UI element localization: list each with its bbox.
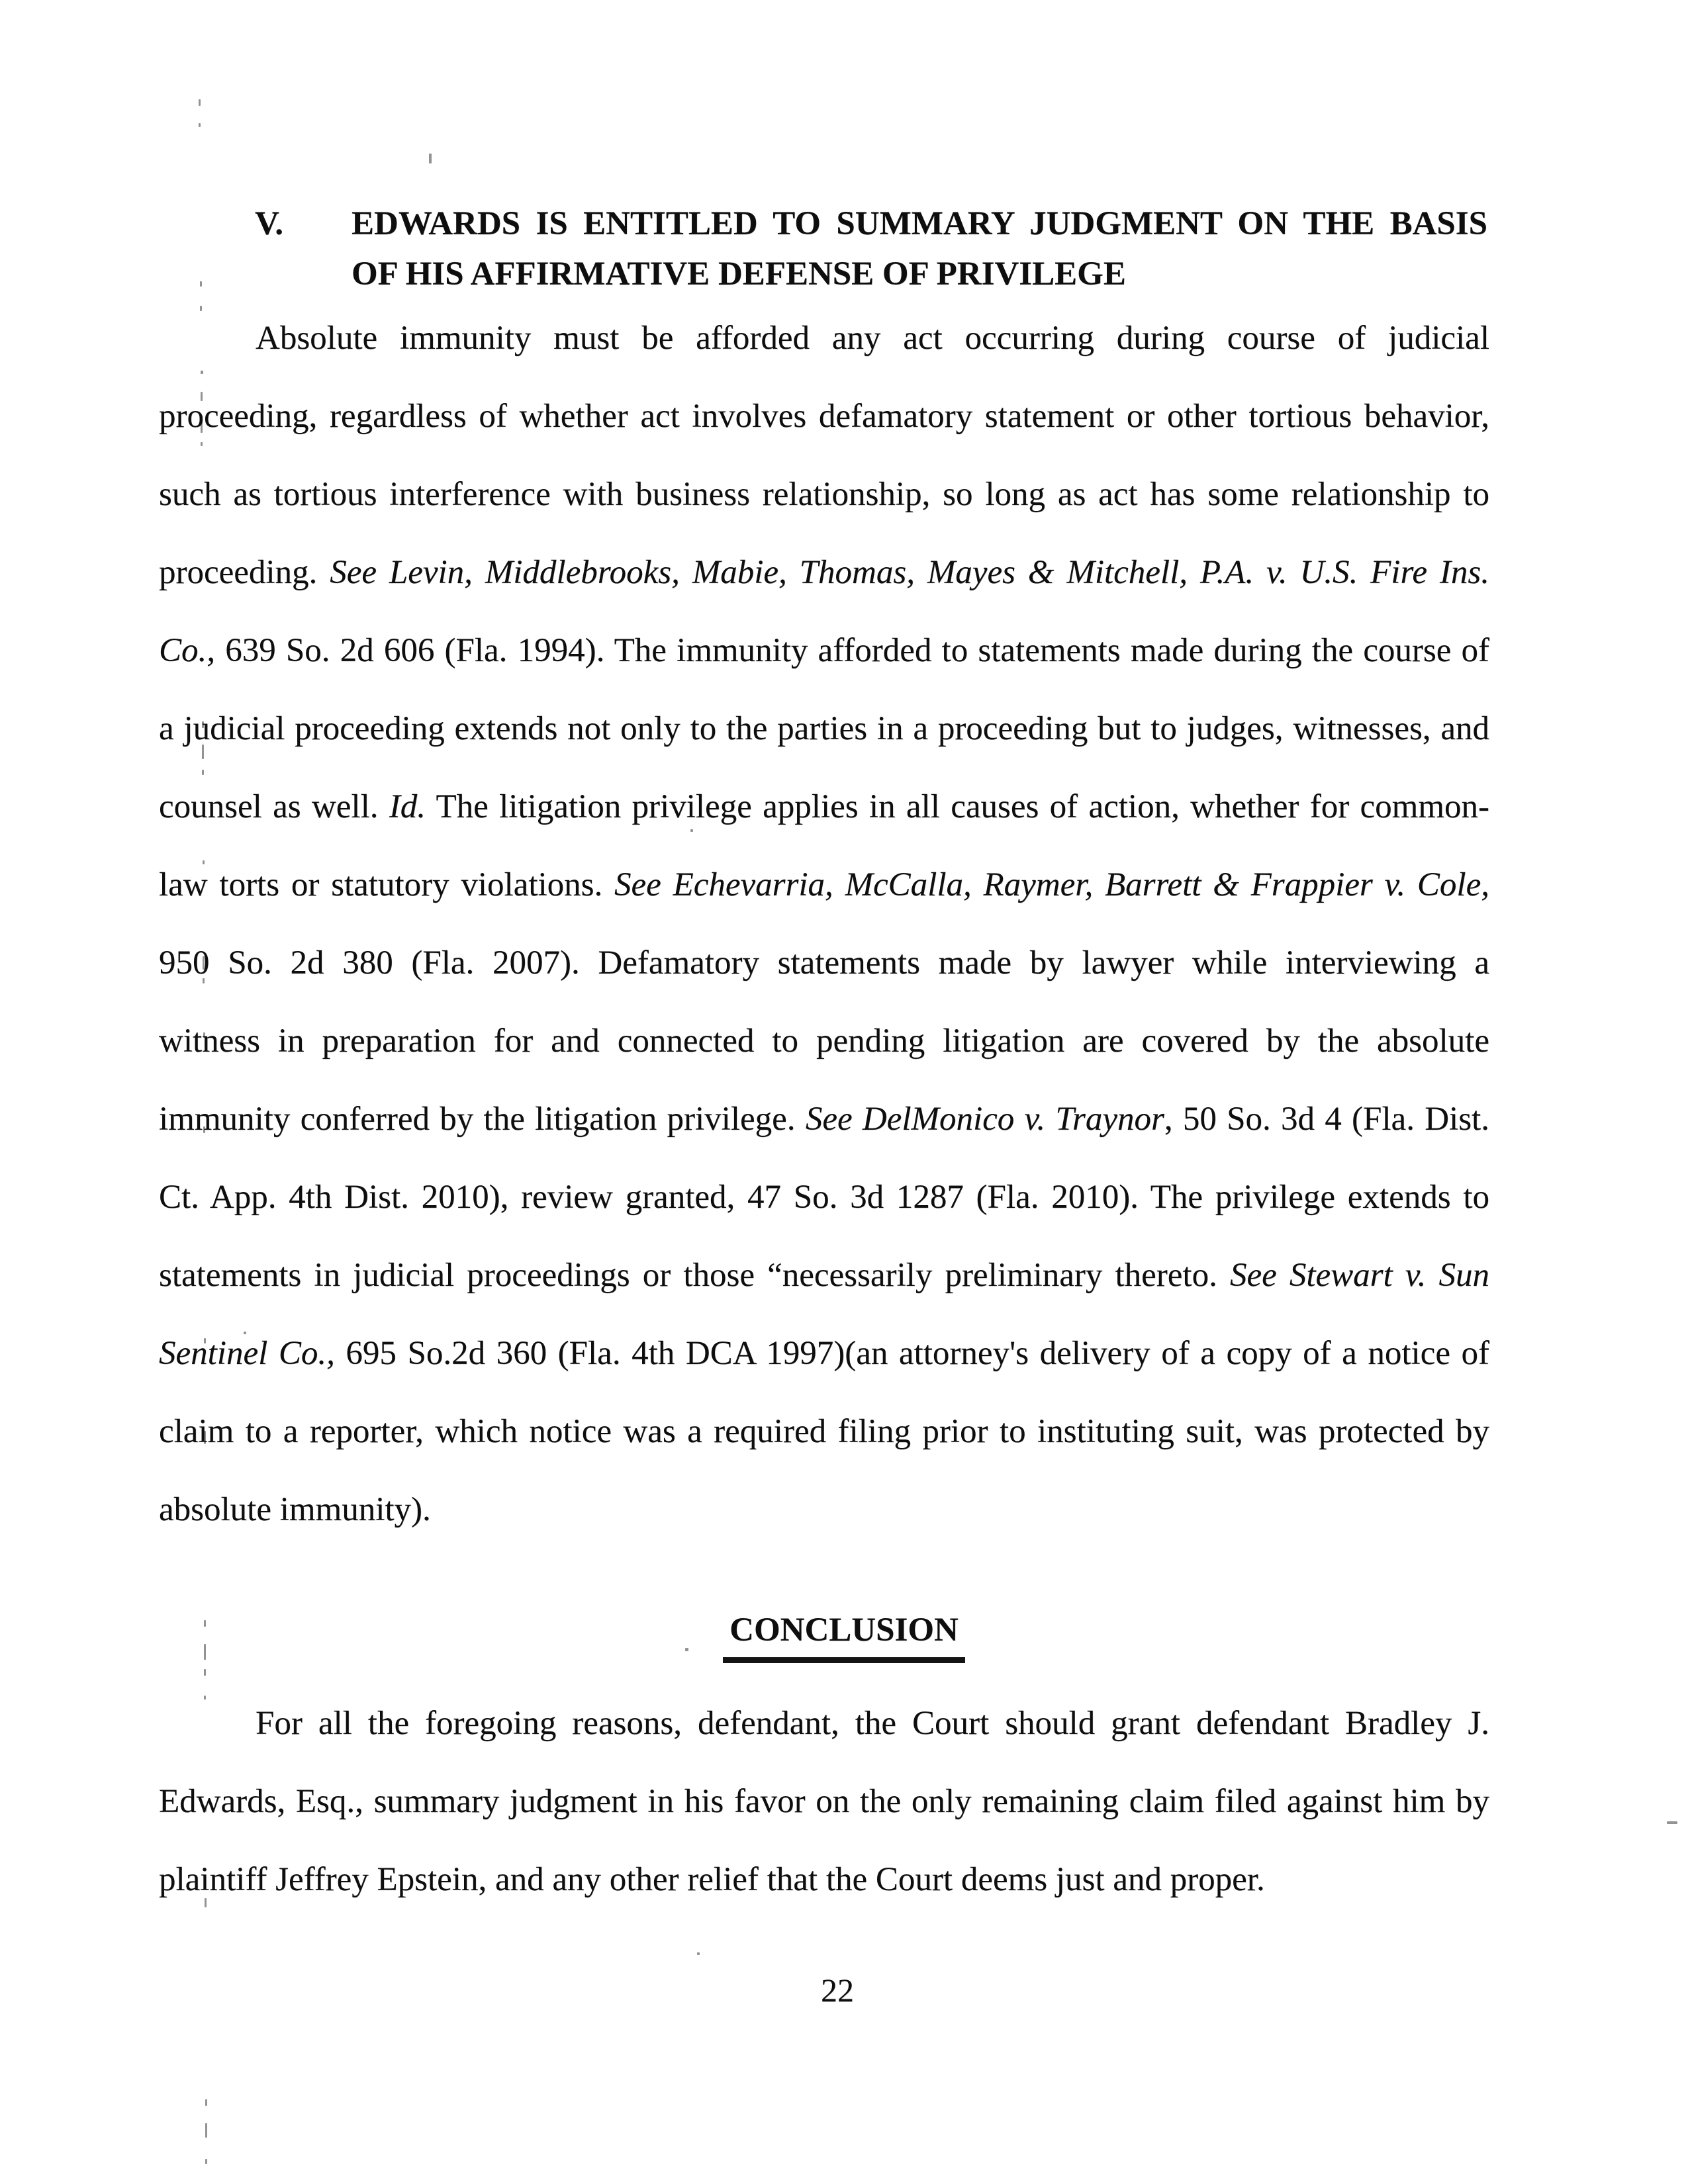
case-citation-italic: Co., xyxy=(159,632,216,669)
scan-artifact xyxy=(200,281,202,287)
conclusion-heading-text: CONCLUSION xyxy=(723,1610,965,1663)
case-citation-italic: Id. xyxy=(389,788,426,825)
conclusion-paragraph xyxy=(159,1684,1489,1919)
text-run: Edwards, Esq., summary judgment in his favor on the only remaining claim filed against him by xyxy=(159,1783,1489,1820)
section-heading xyxy=(255,199,1487,299)
text-line xyxy=(159,1392,1489,1471)
text-line xyxy=(159,299,1489,377)
text-line xyxy=(159,1158,1489,1236)
text-line xyxy=(159,1471,1489,1549)
text-line xyxy=(159,1684,1489,1762)
text-line xyxy=(159,533,1489,612)
page-number: 22 xyxy=(821,1972,854,2009)
text-line xyxy=(159,1002,1489,1080)
text-run: proceeding, regardless of whether act involves defamatory statement or other tortious behavior, xyxy=(159,398,1489,435)
conclusion-heading xyxy=(0,1610,1688,1663)
text-line xyxy=(159,377,1489,455)
section-title xyxy=(352,199,1487,299)
section-title-line: OF HIS AFFIRMATIVE DEFENSE OF PRIVILEGE xyxy=(352,255,1126,293)
case-citation-italic: See Levin, Middlebrooks, Mabie, Thomas, Mayes & Mitchell, P.A. v. U.S. Fire Ins. xyxy=(330,554,1490,591)
text-run: witness in preparation for and connected to pending litigation are covered by the absolute xyxy=(159,1023,1489,1060)
case-citation-italic: See DelMonico v. Traynor xyxy=(805,1101,1164,1138)
text-run: The litigation privilege applies in all causes of action, whether for common- xyxy=(426,788,1489,825)
scan-artifact xyxy=(199,123,201,127)
text-line xyxy=(159,612,1489,690)
text-run: For all the foregoing reasons, defendant, the Court should grant defendant Bradley J. xyxy=(256,1705,1489,1742)
text-run: proceeding. xyxy=(159,554,330,591)
case-citation-italic: See Echevarria, McCalla, Raymer, Barrett & Frappier v. Cole, xyxy=(614,866,1489,903)
text-run: statements in judicial proceedings or those “necessarily preliminary thereto. xyxy=(159,1257,1230,1294)
text-run: immunity conferred by the litigation privilege. xyxy=(159,1101,806,1138)
text-run: , 50 So. 3d 4 (Fla. Dist. xyxy=(1164,1101,1489,1138)
text-run: Absolute immunity must be afforded any act occurring during course of judicial xyxy=(256,320,1489,357)
text-line xyxy=(159,1314,1489,1392)
text-line xyxy=(159,924,1489,1002)
text-run: 695 So.2d 360 (Fla. 4th DCA 1997)(an attorney's delivery of a copy of a notice of xyxy=(334,1335,1489,1372)
text-run: absolute immunity). xyxy=(159,1491,431,1528)
text-line xyxy=(159,1236,1489,1314)
text-run: Ct. App. 4th Dist. 2010), review granted, 47 So. 3d 1287 (Fla. 2010). The privilege extends to xyxy=(159,1179,1489,1216)
scan-artifact xyxy=(697,1952,700,1955)
scan-artifact xyxy=(205,2159,207,2164)
scan-artifact xyxy=(429,154,432,163)
text-run: such as tortious interference with business relationship, so long as act has some relationship to xyxy=(159,476,1489,513)
text-run: a judicial proceeding extends not only to the parties in a proceeding but to judges, witnesses, and xyxy=(159,710,1489,747)
text-line xyxy=(159,1841,1489,1919)
text-run: 950 So. 2d 380 (Fla. 2007). Defamatory statements made by lawyer while interviewing a xyxy=(159,944,1489,981)
section-title-line: EDWARDS IS ENTITLED TO SUMMARY JUDGMENT ON THE BASIS xyxy=(352,205,1487,242)
scan-artifact xyxy=(199,99,201,106)
scan-artifact xyxy=(1667,1821,1677,1824)
text-line xyxy=(159,690,1489,768)
text-line xyxy=(159,1080,1489,1158)
text-run: plaintiff Jeffrey Epstein, and any other relief that the Court deems just and proper. xyxy=(159,1861,1265,1898)
text-run: counsel as well. xyxy=(159,788,389,825)
scan-artifact xyxy=(204,1669,206,1676)
section-numeral: V. xyxy=(255,205,284,242)
text-line xyxy=(159,846,1489,924)
text-line xyxy=(159,1762,1489,1841)
privilege-argument-paragraph xyxy=(159,299,1489,1549)
scan-artifact xyxy=(205,2123,207,2138)
text-run: 639 So. 2d 606 (Fla. 1994). The immunity afforded to statements made during the course of xyxy=(215,632,1489,669)
text-run: claim to a reporter, which notice was a required filing prior to instituting suit, was protected by xyxy=(159,1413,1489,1450)
text-line xyxy=(159,768,1489,846)
text-run: law torts or statutory violations. xyxy=(159,866,615,903)
scan-artifact xyxy=(205,2099,207,2106)
case-citation-italic: See Stewart v. Sun xyxy=(1229,1257,1489,1294)
text-line xyxy=(159,455,1489,533)
case-citation-italic: Sentinel Co., xyxy=(159,1335,335,1372)
